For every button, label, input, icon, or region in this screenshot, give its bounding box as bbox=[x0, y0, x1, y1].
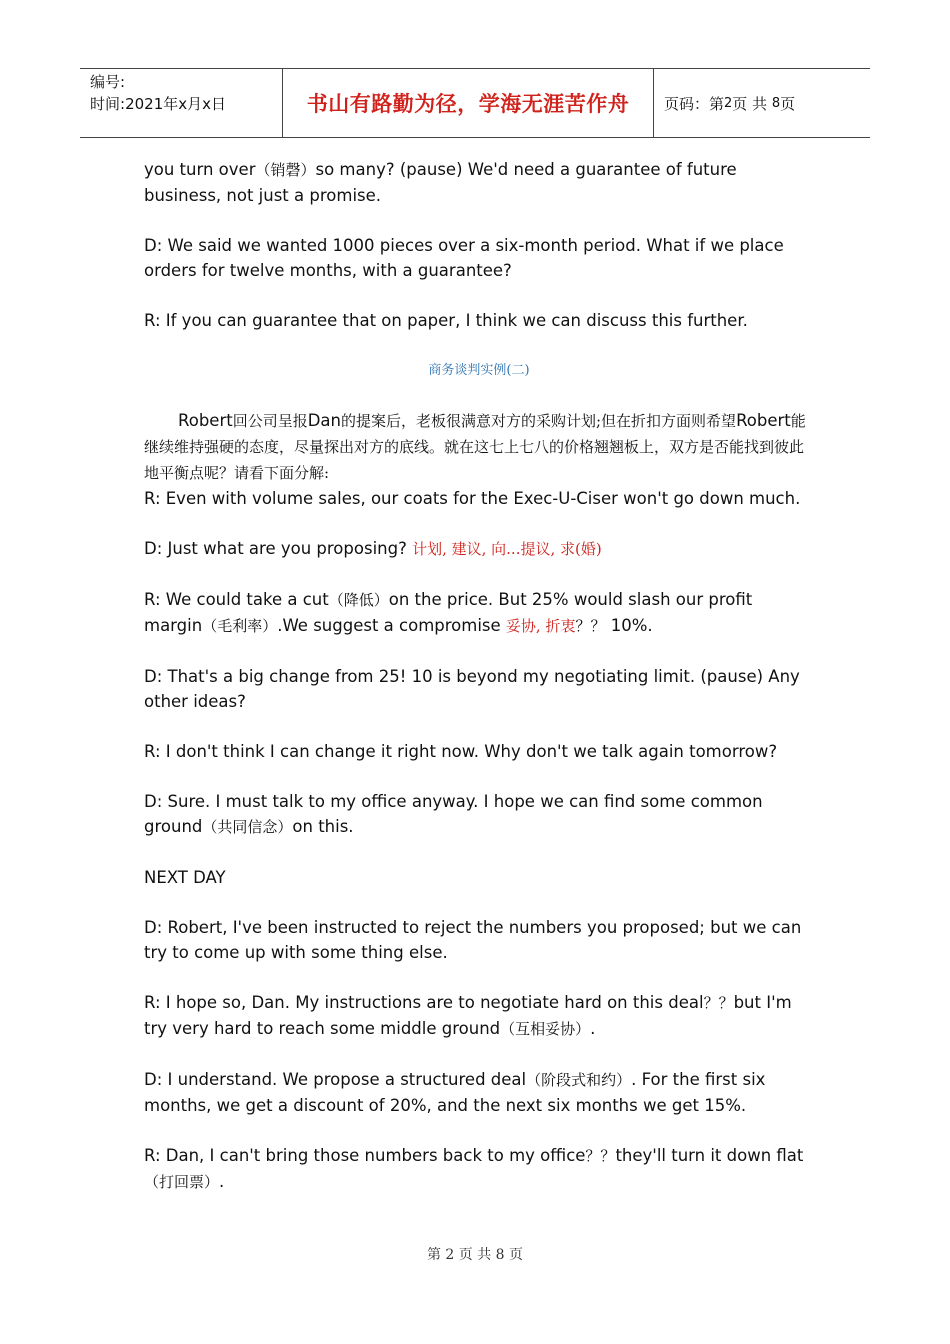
header-motto-cell bbox=[282, 69, 654, 137]
paragraph: you turn over（销磬）so many? (pause) We'd need a guarantee of future business, not just a promise. bbox=[144, 160, 737, 205]
paragraph: D: Just what are you proposing? 计划, 建议, 向...提议, 求(婚) bbox=[144, 539, 602, 558]
page-number: 2 bbox=[724, 95, 733, 111]
time-line bbox=[90, 93, 282, 115]
annotation-red: 妥协, 折衷 bbox=[505, 617, 576, 635]
header-page-info bbox=[654, 69, 870, 137]
paragraph: R: I hope so, Dan. My instructions are to negotiate hard on this deal？？but I'm try very hard to reach some middle ground（互相妥协）. bbox=[144, 993, 792, 1038]
paragraph: D: Robert, I've been instructed to reject the numbers you proposed; but we can try to come up with some thing else. bbox=[144, 918, 802, 962]
paragraph: R: We could take a cut（降低）on the price. But 25% would slash our profit margin（毛利率）.We suggest a compromise 妥协, 折衷？？ 10%. bbox=[144, 590, 753, 635]
section-subtitle: 商务谈判实例(二) bbox=[428, 363, 530, 378]
annotation-red: 计划, 建议, 向...提议, 求(婚) bbox=[412, 540, 602, 558]
paragraph: R: Dan, I can't bring those numbers back to my office？？they'll turn it down flat（打回票）. bbox=[144, 1146, 804, 1191]
intro-paragraph: Robert回公司呈报Dan的提案后，老板很满意对方的采购计划;但在折扣方面则希望Robert能继续维持强硬的态度，尽量探出对方的底线。就在这七上七八的价格翘翘板上，双方是否能找到彼此地平衡点呢？请看下面分解: bbox=[144, 411, 806, 482]
paragraph: R: If you can guarantee that on paper, I think we can discuss this further. bbox=[144, 311, 748, 330]
paragraph: NEXT DAY bbox=[144, 868, 226, 887]
page-mid: 页 共 bbox=[732, 94, 768, 113]
header-motto: 书山有路勤为径，学海无涯苦作舟 bbox=[306, 91, 630, 116]
header-meta bbox=[80, 69, 282, 137]
paragraph: R: I don't think I can change it right now. Why don't we talk again tomorrow? bbox=[144, 742, 778, 761]
paragraph: D: I understand. We propose a structured deal（阶段式和约）. For the first six months, we get a discount of 20%, and the next six months we get 15%. bbox=[144, 1070, 766, 1115]
page-prefix: 页码：第 bbox=[664, 94, 725, 113]
number-label: 编号: bbox=[90, 73, 126, 91]
page-suffix: 页 bbox=[780, 94, 796, 113]
page-footer: 第 2 页 共 8 页 bbox=[426, 1247, 524, 1263]
time-label: 时间: bbox=[90, 95, 126, 113]
time-rest: 年x月x日 bbox=[163, 95, 227, 113]
paragraph: R: Even with volume sales, our coats for the Exec-U-Ciser won't go down much. bbox=[144, 489, 801, 508]
paragraph: D: That's a big change from 25! 10 is beyond my negotiating limit. (pause) Any other ideas? bbox=[144, 667, 800, 711]
paragraph: D: Sure. I must talk to my office anyway. I hope we can find some common ground（共同信念）on this. bbox=[144, 792, 763, 836]
page-header bbox=[80, 68, 870, 138]
paragraph: D: We said we wanted 1000 pieces over a six-month period. What if we place orders for twelve months, with a guarantee? bbox=[144, 236, 784, 280]
time-year: 2021 bbox=[125, 95, 164, 113]
document-body bbox=[144, 157, 814, 1220]
page-total: 8 bbox=[771, 95, 781, 111]
